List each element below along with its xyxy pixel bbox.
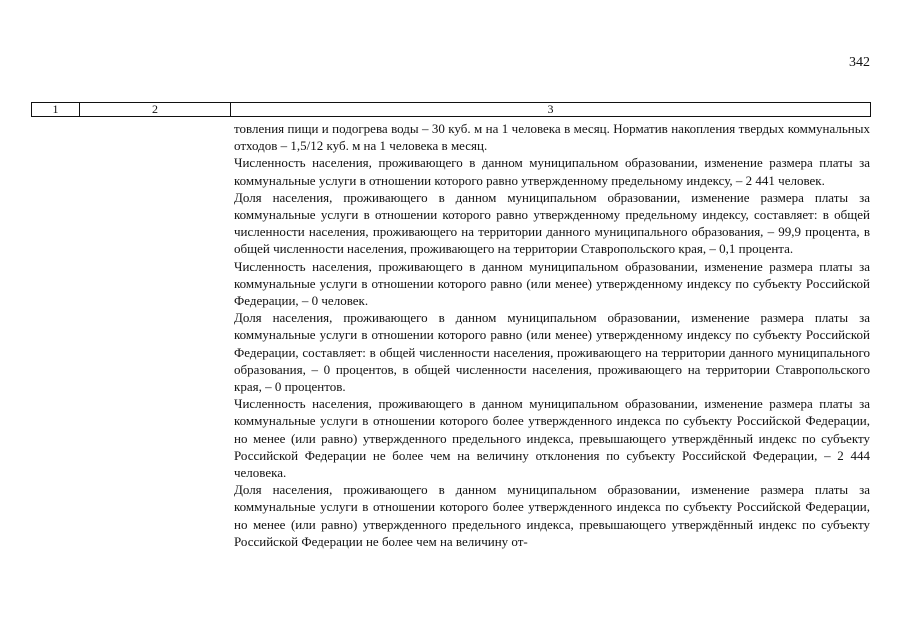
paragraph: Доля населения, проживающего в данном муниципальном образовании, изменение размера платы за коммунальные услуги в отношении которого равно (или менее) утвержденному индексу по субъекту Российской Федерации, составляет: в общей численности населения, проживающего на территории данного муниципального образования, – 0 процентов, в общей численности населения, проживающего на территории Ставропольского края, – 0 процентов. bbox=[234, 310, 870, 395]
table-column-header-row bbox=[31, 102, 871, 117]
paragraph: Численность населения, проживающего в данном муниципальном образовании, изменение размера платы за коммунальные услуги в отношении которого равно утвержденному предельному индексу, – 2 441 человек. bbox=[234, 155, 870, 188]
paragraph: Доля населения, проживающего в данном муниципальном образовании, изменение размера платы за коммунальные услуги в отношении которого более утвержденного индекса по субъекту Российской Федерации, но менее (или равно) утвержденного предельного индекса, превышающего утверждённый индекс по субъекту Российской Федерации не более чем на величину от- bbox=[234, 482, 870, 549]
paragraph: Доля населения, проживающего в данном муниципальном образовании, изменение размера платы за коммунальные услуги в отношении которого равно утвержденному предельному индексу, составляет: в общей численности населения, проживающего на территории данного муниципального образования, – 99,9 процента, в общей численности населения, проживающего на территории Ставропольского края, – 0,1 процента. bbox=[234, 189, 870, 257]
document-body bbox=[234, 120, 870, 550]
paragraph: Численность населения, проживающего в данном муниципальном образовании, изменение размера платы за коммунальные услуги в отношении которого равно (или менее) утвержденному индексу по субъекту Российской Федерации, – 0 человек. bbox=[234, 258, 870, 309]
column-header-3: 3 bbox=[547, 102, 554, 116]
column-header-2: 2 bbox=[80, 103, 231, 116]
paragraph: Численность населения, проживающего в данном муниципальном образовании, изменение размера платы за коммунальные услуги в отношении которого более утвержденного индекса по субъекту Российской Федерации, но менее (или равно) утвержденного предельного индекса, превышающего утверждённый индекс по субъекту Российской Федерации не более чем на величину отклонения по субъекту Российской Федерации, – 2 444 человека. bbox=[234, 396, 870, 481]
paragraph: товления пищи и подогрева воды – 30 куб. м на 1 человека в месяц. Норматив накопления твердых коммунальных отходов – 1,5/12 куб. м на 1 человека в месяц. bbox=[234, 121, 870, 154]
page-number: 342 bbox=[849, 55, 870, 70]
column-header-1: 1 bbox=[32, 103, 80, 116]
